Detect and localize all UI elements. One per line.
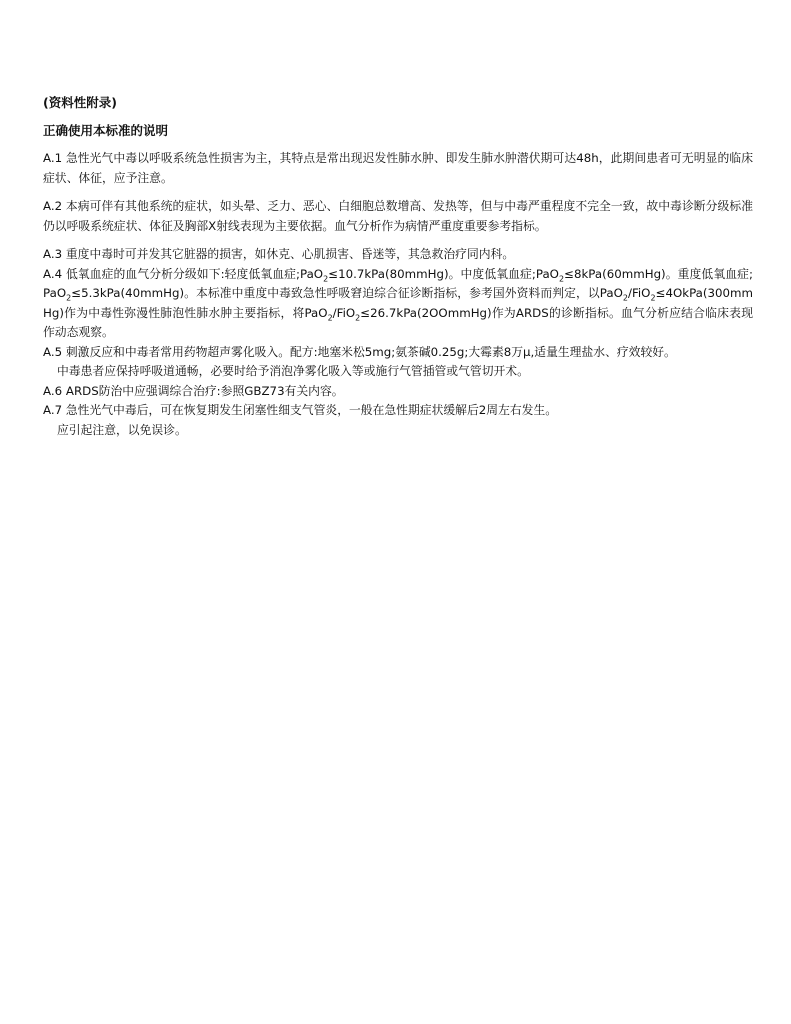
clause-a7 — [43, 401, 753, 440]
subscript-2: 2 — [355, 312, 361, 322]
subscript-2: 2 — [323, 273, 329, 283]
clause-a4-text-7: /FiO — [332, 305, 356, 320]
clause-a7-line-2: 应引起注意，以免误诊。 — [57, 422, 187, 437]
clause-a4-text-3: ≤8kPa(60mmHg)。重度低氧血症;PaO — [43, 266, 753, 300]
clause-a4 — [43, 265, 753, 343]
annex-label: (资料性附录) — [43, 95, 117, 110]
subscript-2: 2 — [66, 293, 72, 303]
clause-a4-text-8: ≤26.7kPa(2OOmmHg)作为ARDS的诊断指标。血气分析应结合临床表现作动态观察。 — [43, 305, 753, 339]
clause-a4-text-4: ≤5.3kPa(40mmHg)。本标准中重度中毒致急性呼吸窘迫综合征诊断指标，参考国外资料而判定，以PaO — [71, 286, 623, 300]
subscript-2: 2 — [558, 273, 565, 283]
clause-a7-line-1: A.7 急性光气中毒后，可在恢复期发生闭塞性细支气管炎，一般在急性期症状缓解后2周左右发生。 — [43, 403, 558, 417]
document-page — [43, 94, 753, 440]
clause-a4-text-6: ≤4OkPa(300mmHg)作为中毒性弥漫性肺泡性肺水肿主要指标，将PaO — [43, 286, 753, 320]
subscript-2: 2 — [622, 293, 628, 303]
annex-title: 正确使用本标准的说明 — [43, 123, 169, 138]
subscript-2: 2 — [650, 293, 656, 303]
clause-a5 — [43, 343, 753, 382]
clause-a3: A.3 重度中毒时可并发其它脏器的损害，如休克、心肌损害、昏迷等，其急救治疗同内科。 — [43, 247, 515, 261]
clause-a5-line-2: 中毒患者应保持呼吸道通畅，必要时给予消泡净雾化吸入等或施行气管插管或气管切开术。 — [57, 364, 529, 378]
clause-a4-text-5: /FiO — [628, 286, 651, 300]
subscript-2: 2 — [327, 312, 333, 322]
clause-a4-text-2: ≤10.7kPa(80mmHg)。中度低氧血症;PaO — [328, 266, 559, 281]
clause-a2: A.2 本病可伴有其他系统的症状，如头晕、乏力、恶心、白细胞总数增高、发热等，但与中毒严重程度不完全一致，故中毒诊断分级标准仍以呼吸系统症状、体征及胸部X射线表现为主要依据。血气分析作为病情严重度重要参考指标。 — [43, 199, 753, 233]
clause-a6: A.6 ARDS防治中应强调综合治疗:参照GBZ73有关内容。 — [43, 383, 344, 398]
clause-a5-line-1: A.5 刺激反应和中毒者常用药物超声雾化吸入。配方:地塞米松5mg;氨茶碱0.25g;大霉素8万μ,适量生理盐水、疗效较好。 — [43, 344, 676, 359]
clause-a1: A.1 急性光气中毒以呼吸系统急性损害为主，其特点是常出现迟发性肺水肿、即发生肺水肿潜伏期可达48h，此期间患者可无明显的临床症状、体征，应予注意。 — [43, 151, 753, 185]
clause-a4-text-1: A.4 低氧血症的血气分析分级如下:轻度低氧血症;PaO — [43, 266, 324, 281]
